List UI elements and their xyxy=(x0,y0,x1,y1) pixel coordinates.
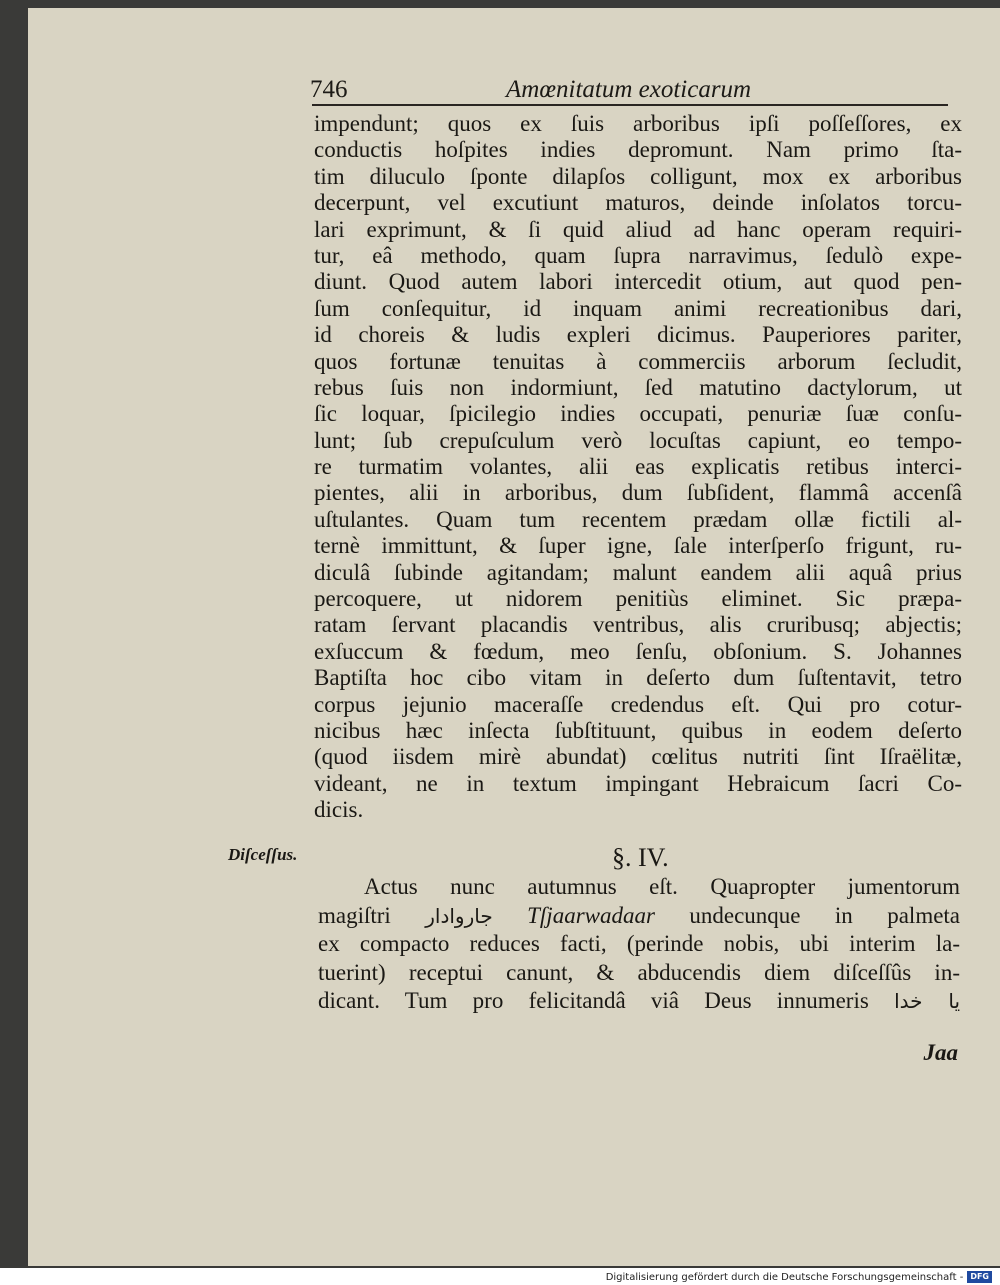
text-line: conductis hoſpites indies depromunt. Nam primo ſta- xyxy=(314,137,962,163)
text-line: ex compacto reduces facti, (perinde nobis, ubi interim la- xyxy=(318,931,960,957)
text-line: re turmatim volantes, alii eas explicatis retibus interci- xyxy=(314,454,962,480)
text-line: ratam ſervant placandis ventribus, alis cruribusq; abjectis; xyxy=(314,612,962,638)
text-line xyxy=(318,902,960,931)
text-line: ſum conſequitur, id inquam animi recreationibus dari, xyxy=(314,295,962,321)
digitization-footer xyxy=(606,1270,992,1284)
text-line: (quod iisdem mirè abundat) cœlitus nutriti ſint Iſraëlitæ, xyxy=(314,744,962,770)
header-rule xyxy=(312,104,948,106)
text-line: dicis. xyxy=(314,797,364,823)
dfg-logo: DFG xyxy=(967,1271,992,1283)
margin-note: Diſceſſus. xyxy=(228,845,298,864)
arabic-term: جاروادار xyxy=(425,903,493,928)
text-line: percoquere, ut nidorem penitiùs eliminet. Sic præpa- xyxy=(314,586,962,612)
text-line: diunt. Quod autem labori intercedit otium, aut quod pen- xyxy=(314,269,962,295)
running-header xyxy=(310,76,790,106)
text-line: pientes, alii in arboribus, dum ſubſident, flammâ accenſâ xyxy=(314,480,962,506)
section-text-block xyxy=(318,873,960,1016)
text-fragment: undecunque in palmeta xyxy=(689,902,960,928)
text-line: nicibus hæc inſecta ſubſtituunt, quibus in eodem deſerto xyxy=(314,717,962,743)
arabic-term: يا خدا xyxy=(894,989,960,1014)
text-line: lunt; ſub crepuſculum verò locuſtas capiunt, eo tempo- xyxy=(314,427,962,453)
transliteration: Tſjaarwadaar xyxy=(527,902,655,928)
text-line: Actus nunc autumnus eſt. Quapropter jumentorum xyxy=(364,874,960,899)
text-line: diculâ ſubinde agitandam; malunt eandem alii aquâ prius xyxy=(314,559,962,585)
text-line: tur, eâ methodo, quam ſupra narravimus, ſedulò expe- xyxy=(314,242,962,268)
catchword: Jaa xyxy=(923,1040,958,1065)
text-line: videant, ne in textum impingant Hebraicum ſacri Co- xyxy=(314,770,962,796)
text-line: corpus jejunio maceraſſe credendus eſt. Qui pro cotur- xyxy=(314,691,962,717)
text-line: tim diluculo ſponte dilapſos colligunt, mox ex arboribus xyxy=(314,163,962,189)
text-line: decerpunt, vel excutiunt maturos, deinde inſolatos torcu- xyxy=(314,190,962,216)
text-line: id choreis & ludis expleri dicimus. Pauperiores pariter, xyxy=(314,322,962,348)
text-line: exſuccum & fœdum, meo ſenſu, obſonium. S. Johannes xyxy=(314,638,962,664)
text-line: quos fortunæ tenuitas à commerciis arborum ſecludit, xyxy=(314,348,962,374)
text-fragment: dicant. Tum pro felicitandâ viâ Deus innumeris xyxy=(318,988,869,1014)
text-line: rebus ſuis non indormiunt, ſed matutino dactylorum, ut xyxy=(314,374,962,400)
page-number: 746 xyxy=(310,76,348,103)
main-text-block xyxy=(314,111,962,824)
text-fragment: magiſtri xyxy=(318,902,391,928)
running-title: Amœnitatum exoticarum xyxy=(506,76,752,103)
text-line: impendunt; quos ex ſuis arboribus ipſi poſſeſſores, ex xyxy=(314,111,962,136)
text-line: lari exprimunt, & ſi quid aliud ad hanc operam requiri- xyxy=(314,216,962,242)
section-heading: §. IV. xyxy=(612,843,669,872)
text-line: uſtulantes. Quam tum recentem prædam ollæ fictili al- xyxy=(314,506,962,532)
footer-text: Digitalisierung gefördert durch die Deutsche Forschungsgemeinschaft - xyxy=(605,1271,964,1283)
text-line xyxy=(318,987,960,1016)
text-line: ſic loquar, ſpicilegio indies occupati, penuriæ ſuæ conſu- xyxy=(314,401,962,427)
text-line: Baptiſta hoc cibo vitam in deſerto dum ſuſtentavit, tetro xyxy=(314,665,962,691)
text-line: ternè immittunt, & ſuper igne, ſale interſperſo frigunt, ru- xyxy=(314,533,962,559)
text-line: tuerint) receptui canunt, & abducendis diem diſceſſûs in- xyxy=(318,959,960,985)
